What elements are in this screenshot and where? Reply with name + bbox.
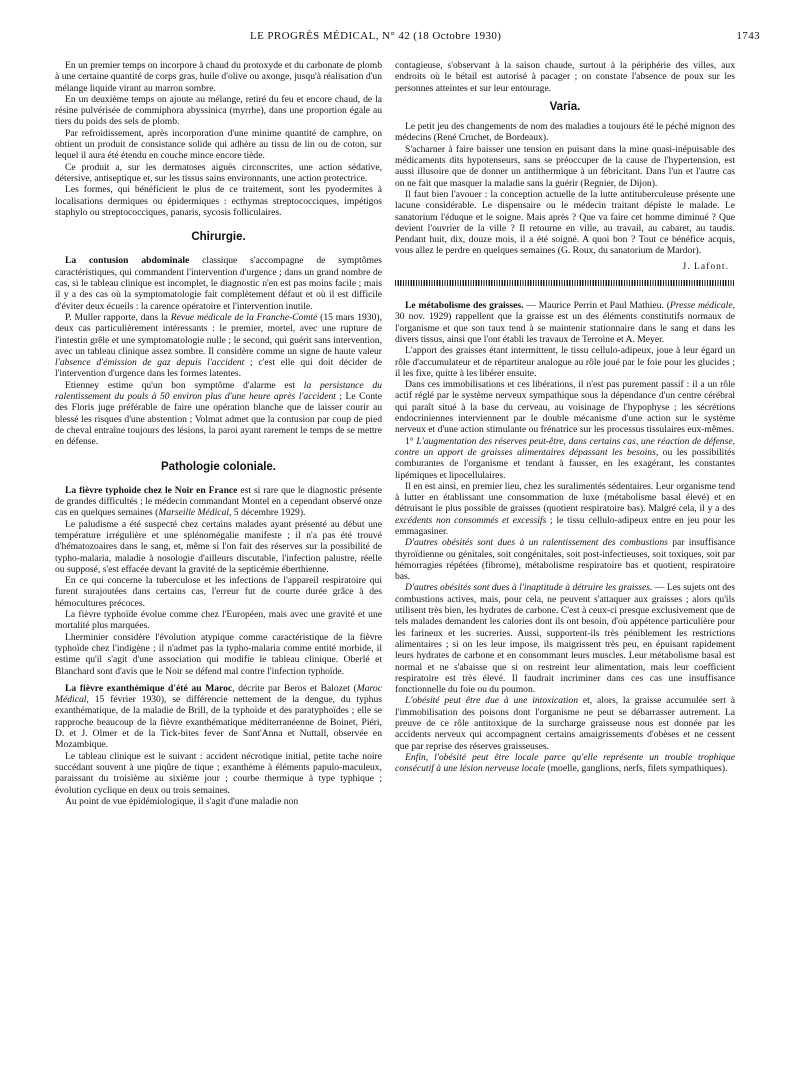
emphasis-text: D'autres obésités sont dues à l'inaptitude à détruire les graisses.	[405, 582, 653, 594]
paragraph-text: ; c'est elle qui doit décider de l'intervention d'urgence dans les formes latentes.	[55, 357, 382, 380]
emphasis-text: Enfin, l'obésité peut être locale parce qu'elle représente un trouble trophique consécutif à une lésion nerveuse locale	[395, 751, 735, 775]
paragraph: Au point de vue épidémiologique, il s'agit d'une maladie non	[65, 795, 299, 807]
paragraph	[395, 481, 735, 537]
paragraph-text: , 5 décembre 1929).	[228, 507, 306, 519]
emphasis-text: excédents non consommés et excessifs	[395, 514, 547, 526]
right-column	[395, 60, 735, 775]
paragraph	[55, 485, 382, 519]
left-column	[55, 60, 382, 807]
paragraph	[55, 683, 382, 751]
section-divider	[395, 280, 735, 286]
paragraph: En ce qui concerne la tuberculose et les infections de l'appareil respiratoire qui furent surajoutées dans certains cas, l'erreur fut de courte durée grâce à des hémocultures précoces.	[55, 575, 382, 609]
lead-phrase: Le métabolisme des graisses.	[405, 300, 524, 312]
paragraph-text: est si rare que le diagnostic présente de grandes difficultés ; le médecin commandant Montel en a cependant observé onze cas en quelques semaines (	[55, 484, 382, 519]
paragraph-text: classique s'accompagne de symptômes caractéristiques, qui commandent l'intervention d'urgence ; dans un grand nombre de cas, si le tableau clinique est incomplet, le diagnostic n'en est pas moins facile ; mais il y a des cas où la symptomatologie fait complètement défaut et où il est difficile d'éviter deux écueils : la carence opératoire et l'intervention inutile.	[55, 255, 382, 312]
paragraph	[395, 436, 735, 481]
journal-title: LE PROGRÈS MÉDICAL, N° 42 (18 Octobre 1930)	[250, 30, 502, 42]
paragraph-text: , 30 nov. 1929) rappellent que la graisse est un des éléments constitutifs normaux de l'organisme et que son taux tend à se maintenir stationnaire dans le sang et dans les divers tissus, ainsi que l'ont établi les travaux de Terroine et A. Meyer.	[395, 300, 735, 345]
paragraph: Les formes, qui bénéficient le plus de ce traitement, sont les pyodermites à localisations dermiques ou épidermiques : ecthymas streptococciques, impétigos staphylo ou streptococciques, panaris, sycosis folliculaires.	[55, 184, 382, 218]
paragraph-text: (15 mars 1930), deux cas particulièrement intéressants : le premier, mortel, avec une rupture de l'intestin grêle et une symptomatologie nulle ; le second, qui guérit sans intervention, avec un tableau clinique assez sombre. Il considère comme un signe de haute valeur	[55, 311, 382, 357]
lead-phrase: La fièvre exanthémique d'été au Maroc	[65, 682, 233, 694]
emphasis-text: D'autres obésités sont dues à un ralentissement des combustions	[405, 537, 668, 549]
journal-citation: Maroc Médical	[55, 682, 382, 706]
emphasis-text: L'obésité peut être due à une intoxication	[405, 695, 579, 707]
paragraph-text: P. Muller rapporte, dans la	[65, 311, 171, 323]
paragraph	[55, 380, 382, 448]
paragraph: S'acharner à faire baisser une tension en puisant dans la mine quasi-inépuisable des médicaments dits hypotenseurs, sans se préoccuper de la cause de l'hypertension, est aussi illusoire que de donner un antithermique à un fébricitant. Dans l'un et l'autre cas on ne fait que masquer la maladie sans la guérir (Regnier, de Dijon).	[395, 143, 735, 189]
paragraph	[55, 312, 382, 380]
paragraph	[395, 582, 735, 695]
paragraph	[395, 695, 735, 751]
paragraph-text: — Les sujets ont des combustions actives, mais, pour cela, ne peuvent s'attaquer aux graisses ; alors qu'ils utilisent très bien, les hydrates de carbone. C'est à ceux-ci presque exclusivement que de tels malades demandent les calories dont ils ont besoin, d'où appétence particulière pour les farineux et les sucreries. Aussi, supportent-ils très péniblement les restrictions alimentaires ; si on les leur impose, ils maigrissent très peu, en épuisant rapidement leurs hydrates de carbone et en consommant leurs muscles. Leur métabolisme basal est normal et ne s'abaisse que si on restreint leur alimentation, mais leur coefficient respiratoire est très élevé. Il faudrait incriminer dans ces cas une insuffisance fonctionnelle du foie ou du poumon.	[395, 582, 735, 696]
emphasis-text: la persistance du ralentissement du pouls à 50 environ plus d'une heure après l'accident	[55, 379, 382, 403]
journal-citation: Revue médicale de la Franche-Comté	[170, 311, 318, 323]
paragraph: Lherminier considère l'évolution atypique comme caractéristique de la fièvre typhoïde chez l'indigène ; il n'admet pas la typho-malaria comme entité morbide, il estime qu'il s'agit d'une association qui modifie le tableau clinique. Oberlé et Blanchard sont d'avis que le Noir se défend mal contre l'infection typhoïde.	[55, 631, 382, 677]
paragraph: La fièvre typhoïde évolue comme chez l'Européen, mais avec une gravité et une mortalité plus marquées.	[55, 609, 382, 632]
paragraph-text: , 15 février 1930), se différencie nettement de la dengue, du typhus exanthématique, de la maladie de Brill, de la typhoïde et des paratyphoïdes ; elle se rapproche beaucoup de la fièvre exanthématique méditerranéenne de Boinet, Piéri, D. et J. Olmer et de la Tick-bites fever de Sant'Anna et Nuttall, observée en Mozambique.	[55, 694, 382, 751]
paragraph-text: Etienney estime qu'un bon symptôme d'alarme est	[65, 379, 304, 391]
paragraph: Le tableau clinique est le suivant : accident nécrotique initial, petite tache noire succédant souvent à une piqûre de tique ; exanthème à éléments papulo-maculeux, paraissant du troisième au sixième jour ; courbe thermique à type typhique ; évolution cyclique en deux ou trois semaines.	[55, 750, 382, 796]
paragraph	[55, 255, 382, 311]
paragraph-text: ; Le Conte des Floris juge préférable de faire une opération blanche que de laisser courir au blessé les risques d'une abstention ; Volmat admet que la contusion par coup de pied de cheval entraîne toujours des lésions, la paroi ayant rarement le temps de se mettre en défense.	[55, 391, 382, 448]
paragraph: En un premier temps on incorpore à chaud du protoxyde et du carbonate de plomb à une certaine quantité de corps gras, huile d'olive ou axonge, jusqu'à réalisation d'un mélange liquide virant au marron sombre.	[55, 60, 382, 94]
journal-citation: Presse médicale	[669, 300, 733, 312]
paragraph-text: ; le tissu cellulo-adipeux entre en jeu pour les emmagasiner.	[395, 514, 735, 537]
paragraph: En un deuxième temps on ajoute au mélange, retiré du feu et encore chaud, de la résine pulvérisée de commiphora abyssinica (myrrhe), dans une proportion égale au tiers du poids des sels de plomb.	[55, 93, 382, 128]
paragraph: Dans ces immobilisations et ces libérations, il n'est pas purement passif : il a un rôle actif réglé par le système nerveux sympathique sous la dépendance d'un centre cérébral qui paraît situé à la base du cerveau, au voisinage de l'hypophyse ; les sécrétions endocriniennes interviennent par le double mécanisme d'une action sur le système nerveux et d'une action stimulante ou frénatrice sur les processus tissulaires eux-mêmes.	[395, 379, 735, 436]
paragraph: Ce produit a, sur les dermatoses aiguës circonscrites, une action sédative, détersive, antiseptique et, sur les tissus sains environnants, une action protectrice.	[55, 161, 382, 184]
paragraph: Il faut bien l'avouer : la conception actuelle de la lutte antituberculeuse présente une lacune considérable. Le dispensaire ou le médecin traitant dépiste le malade. Le sanatorium l'éduque et le soigne. Mais après ? Que va faire cet homme diminué ? Que devient l'ouvrier de la ville ? Il retourne en ville, au travail, au cabaret, au taudis. Pendant huit, dix, douze mois, il a été soigné. A quoi bon ? Tout ce bénéfice acquis, vous allez le perdre en quelques semaines (G. Roux, du sanatorium de Mardor).	[395, 188, 735, 257]
paragraph	[395, 537, 735, 582]
paragraph-text: , ou les possibilités comburantes de l'organisme et tendant à fausser, en les exagérant, les constantes lipémiques et lipocellulaires.	[395, 446, 735, 481]
paragraph: Le paludisme a été suspecté chez certains malades ayant présenté au début une température irrégulière et une splénomégalie manifeste ; il n'a pas été trouvé d'hématozoaires dans le sang, et, même si l'on fait des réserves sur la possibilité de typho-malaria, maladie à nosologie d'ailleurs discutable, l'infection palustre, réelle ou supposé, s'est effacée devant la gravité de la septicémie éberthienne.	[55, 518, 382, 575]
emphasis-text: L'augmentation des réserves peut-être, dans certains cas, une réaction de défense, contre un apport de graisses alimentaires dépassant les besoins	[395, 435, 735, 458]
paragraph-text: (moelle, ganglions, nerfs, filets sympathiques).	[545, 763, 728, 775]
paragraph: contagieuse, s'observant à la saison chaude, surtout à la périphérie des villes, aux endroits où le bétail est autorisé à pacager ; on constate l'absence de poux sur les personnes atteintes et sur leur entourage.	[395, 60, 735, 94]
section-heading-varia: Varia.	[549, 100, 581, 113]
lead-phrase: La fièvre typhoïde chez le Noir en France	[65, 484, 238, 496]
lead-phrase: La contusion abdominale	[65, 255, 190, 267]
paragraph: Par refroidissement, après incorporation d'une minime quantité de camphre, on obtient un produit de consistance solide qui adhère au tissu de lin ou de coton, sur lequel il aura été étendu en couche mince encore tiède.	[55, 127, 382, 162]
page-number: 1743	[736, 30, 760, 42]
paragraph: L'apport des graisses étant intermittent, le tissu cellulo-adipeux, joue à leur égard un rôle d'accumulateur et de répartiteur analogue au rôle joué par le foie pour les glucides ; il les fixe, quitte à les libérer ensuite.	[395, 345, 735, 379]
paragraph: Le petit jeu des changements de nom des maladies a toujours été le péché mignon des médecins (René Cruchet, de Bordeaux).	[395, 121, 735, 144]
section-heading-chirurgie: Chirurgie.	[191, 231, 246, 244]
paragraph-text: et, alors, la graisse accumulée sert à l'immobilisation des poisons dont l'organisme ne peut se débarrasser autrement. La preuve de ce rôle antitoxique de la surcharge graisseuse nous est donnée par les accidents nerveux qui accompagnent certains amaigrissements d'obèses et ne cessent que par reprise des réserves graisseuses.	[395, 695, 735, 752]
paragraph-text: , décrite par Beros et Balozet (	[232, 682, 357, 694]
section-heading-pathologie: Pathologie coloniale.	[160, 460, 277, 473]
author-signature: J. Lafont.	[682, 260, 729, 272]
paragraph-text: — Maurice Perrin et Paul Mathieu. (	[523, 300, 670, 312]
emphasis-text: l'absence d'émission de gaz depuis l'accident	[55, 357, 245, 369]
paragraph	[395, 300, 735, 345]
paragraph-text: 1°	[405, 435, 417, 447]
journal-citation: Marseille Médical	[158, 507, 229, 519]
paragraph-text: Il en est ainsi, en premier lieu, chez les suralimentés sédentaires. Leur organisme tend à lutter en établissant une consommation de luxe (métabolisme basal élevé) et en détruisant le plus possible de graisses (quotient respiratoire bas). Malgré cela, il y a des	[395, 480, 735, 515]
paragraph-text: par insuffisance thyroïdienne ou génitales, soit congénitales, soit post-infectieuses, soit toxiques, soit par hémorragies répétées (fibrome), métabolisme respiratoire bas et quotient, respiratoire bas.	[395, 537, 735, 583]
running-header	[55, 30, 760, 46]
paragraph	[395, 752, 735, 775]
